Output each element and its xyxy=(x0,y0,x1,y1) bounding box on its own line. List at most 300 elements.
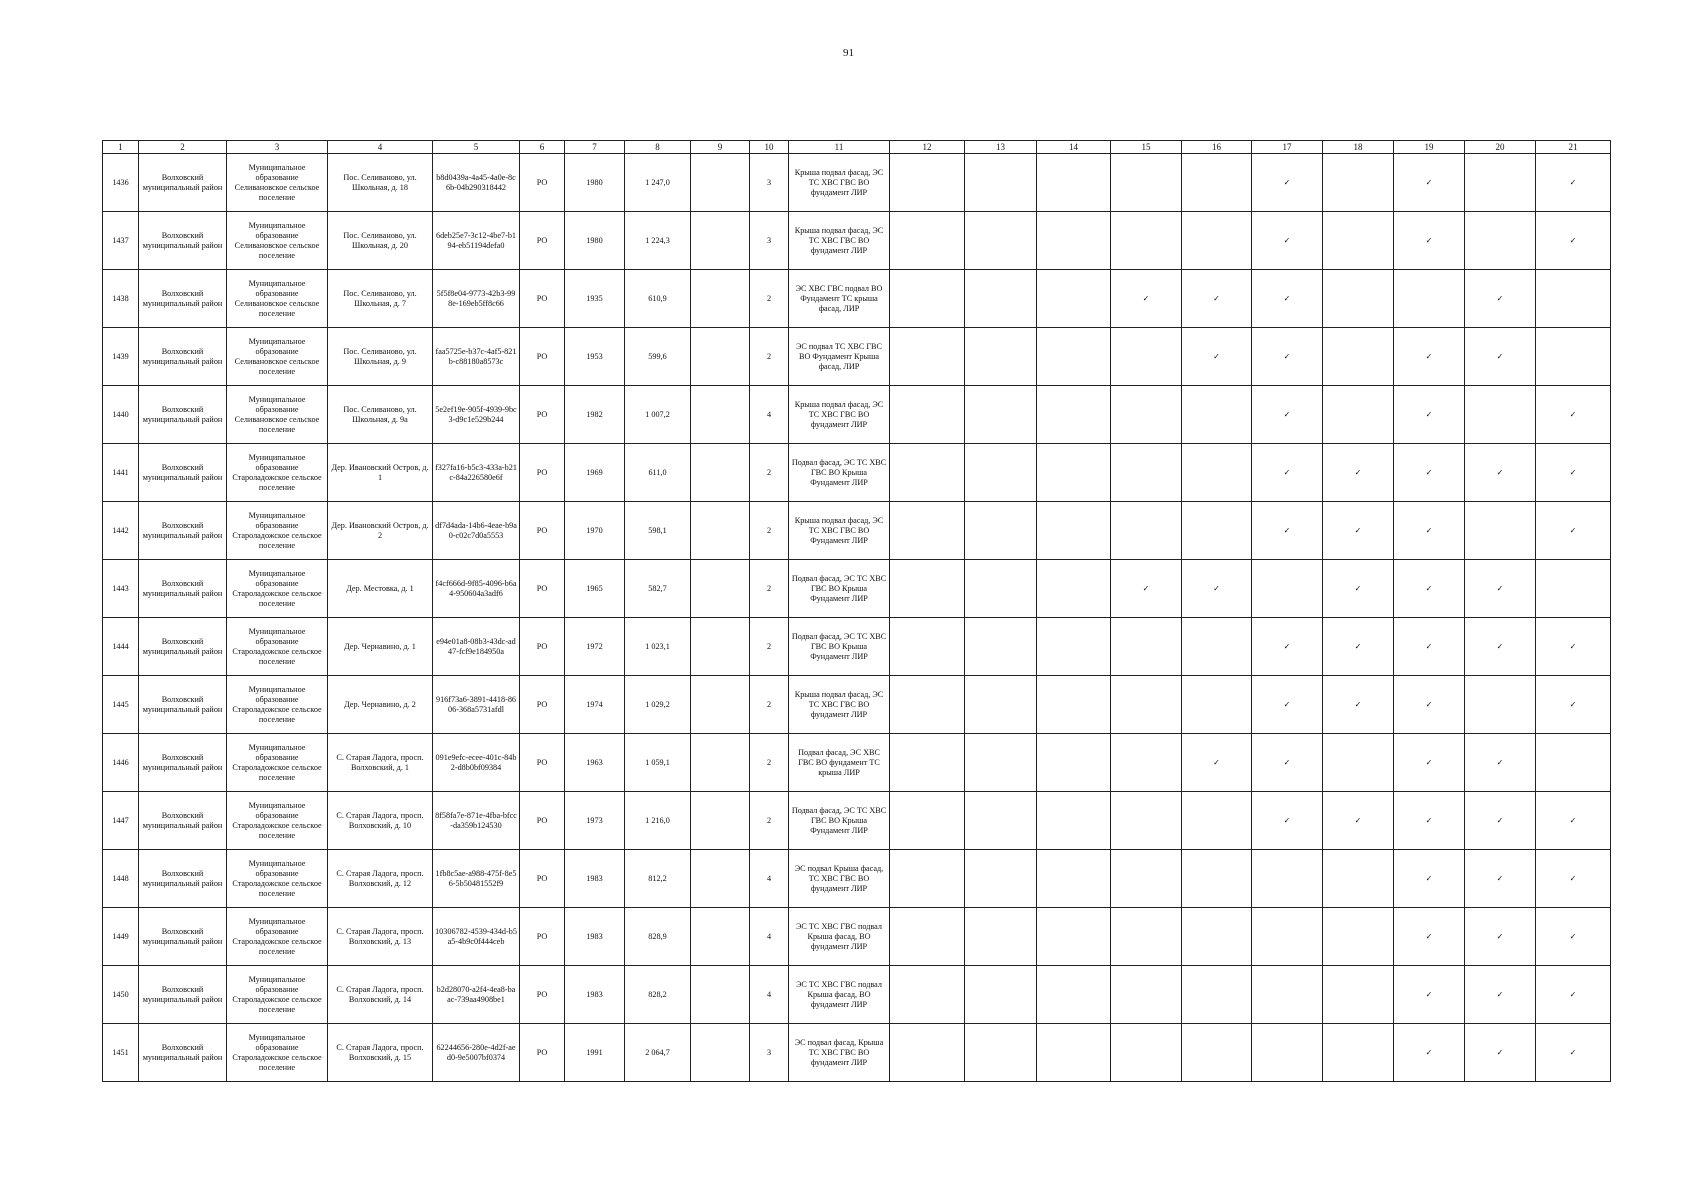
works-cell: Крыша подвал фасад, ЭС ТС ХВС ГВС ВО фундамент ЛИР xyxy=(789,676,890,734)
year-cell: 1973 xyxy=(565,792,625,850)
guid-cell: b8d0439a-4a45-4a0e-8c6b-04b290318442 xyxy=(433,154,520,212)
works-cell: ЭС подвал Крыша фасад, ТС ХВС ГВС ВО фундамент ЛИР xyxy=(789,850,890,908)
settlement-cell: Муниципальное образование Староладожское сельское поселение xyxy=(227,792,328,850)
col10-cell: 2 xyxy=(750,618,789,676)
year-cell: 1983 xyxy=(565,850,625,908)
empty-mark-cell xyxy=(965,444,1037,502)
checkmark-icon: ✓ xyxy=(1394,618,1465,676)
district-cell: Волховский муниципальный район xyxy=(139,676,227,734)
table-row xyxy=(103,270,1611,328)
checkmark-icon: ✓ xyxy=(1536,502,1611,560)
empty-mark-cell xyxy=(1111,386,1182,444)
checkmark-icon: ✓ xyxy=(1252,444,1323,502)
district-cell: Волховский муниципальный район xyxy=(139,444,227,502)
empty-mark-cell xyxy=(965,850,1037,908)
table-row xyxy=(103,212,1611,270)
col9-cell xyxy=(691,386,750,444)
type-cell: РО xyxy=(520,560,565,618)
empty-mark-cell xyxy=(965,734,1037,792)
area-cell: 611,0 xyxy=(625,444,691,502)
register-table xyxy=(102,140,1611,1082)
empty-mark-cell xyxy=(1182,792,1252,850)
row-number-cell: 1450 xyxy=(103,966,139,1024)
checkmark-icon: ✓ xyxy=(1394,444,1465,502)
empty-mark-cell xyxy=(1182,850,1252,908)
type-cell: РО xyxy=(520,966,565,1024)
empty-mark-cell xyxy=(965,386,1037,444)
column-header-1: 1 xyxy=(103,141,139,154)
district-cell: Волховский муниципальный район xyxy=(139,1024,227,1082)
empty-mark-cell xyxy=(1111,850,1182,908)
year-cell: 1969 xyxy=(565,444,625,502)
guid-cell: 6deb25e7-3c12-4be7-b194-eb51194defa0 xyxy=(433,212,520,270)
settlement-cell: Муниципальное образование Староладожское сельское поселение xyxy=(227,1024,328,1082)
col9-cell xyxy=(691,444,750,502)
table-row xyxy=(103,444,1611,502)
district-cell: Волховский муниципальный район xyxy=(139,386,227,444)
checkmark-icon: ✓ xyxy=(1465,270,1536,328)
checkmark-icon: ✓ xyxy=(1536,386,1611,444)
checkmark-icon: ✓ xyxy=(1111,560,1182,618)
row-number-cell: 1437 xyxy=(103,212,139,270)
guid-cell: f4cf666d-9f85-4096-b6a4-950604a3adf6 xyxy=(433,560,520,618)
type-cell: РО xyxy=(520,212,565,270)
column-header-5: 5 xyxy=(433,141,520,154)
empty-mark-cell xyxy=(965,966,1037,1024)
area-cell: 1 216,0 xyxy=(625,792,691,850)
empty-mark-cell xyxy=(890,676,965,734)
checkmark-icon: ✓ xyxy=(1536,850,1611,908)
district-cell: Волховский муниципальный район xyxy=(139,850,227,908)
table-row xyxy=(103,908,1611,966)
district-cell: Волховский муниципальный район xyxy=(139,618,227,676)
column-header-4: 4 xyxy=(328,141,433,154)
empty-mark-cell xyxy=(1323,212,1394,270)
empty-mark-cell xyxy=(1465,502,1536,560)
checkmark-icon: ✓ xyxy=(1394,212,1465,270)
col10-cell: 2 xyxy=(750,444,789,502)
col9-cell xyxy=(691,270,750,328)
empty-mark-cell xyxy=(965,560,1037,618)
address-cell: Дер. Чернавино, д. 1 xyxy=(328,618,433,676)
empty-mark-cell xyxy=(1182,618,1252,676)
empty-mark-cell xyxy=(1182,966,1252,1024)
empty-mark-cell xyxy=(965,328,1037,386)
empty-mark-cell xyxy=(1536,734,1611,792)
checkmark-icon: ✓ xyxy=(1394,154,1465,212)
checkmark-icon: ✓ xyxy=(1394,1024,1465,1082)
empty-mark-cell xyxy=(1323,270,1394,328)
empty-mark-cell xyxy=(965,908,1037,966)
column-header-19: 19 xyxy=(1394,141,1465,154)
year-cell: 1983 xyxy=(565,966,625,1024)
works-cell: ЭС подвал ТС ХВС ГВС ВО Фундамент Крыша фасад, ЛИР xyxy=(789,328,890,386)
checkmark-icon: ✓ xyxy=(1536,908,1611,966)
year-cell: 1983 xyxy=(565,908,625,966)
table-row xyxy=(103,734,1611,792)
col9-cell xyxy=(691,1024,750,1082)
type-cell: РО xyxy=(520,270,565,328)
empty-mark-cell xyxy=(1182,444,1252,502)
table-row xyxy=(103,966,1611,1024)
checkmark-icon: ✓ xyxy=(1252,792,1323,850)
column-header-18: 18 xyxy=(1323,141,1394,154)
row-number-cell: 1439 xyxy=(103,328,139,386)
empty-mark-cell xyxy=(1037,444,1111,502)
address-cell: Пос. Селиваново, ул. Школьная, д. 7 xyxy=(328,270,433,328)
empty-mark-cell xyxy=(1394,270,1465,328)
address-cell: Дер. Местовка, д. 1 xyxy=(328,560,433,618)
district-cell: Волховский муниципальный район xyxy=(139,212,227,270)
address-cell: С. Старая Ладога, просп. Волховский, д. 14 xyxy=(328,966,433,1024)
empty-mark-cell xyxy=(1111,908,1182,966)
empty-mark-cell xyxy=(1323,328,1394,386)
type-cell: РО xyxy=(520,502,565,560)
empty-mark-cell xyxy=(965,212,1037,270)
area-cell: 1 224,3 xyxy=(625,212,691,270)
settlement-cell: Муниципальное образование Староладожское сельское поселение xyxy=(227,966,328,1024)
address-cell: С. Старая Ладога, просп. Волховский, д. 1 xyxy=(328,734,433,792)
col10-cell: 2 xyxy=(750,502,789,560)
checkmark-icon: ✓ xyxy=(1465,560,1536,618)
guid-cell: 5f5f8e04-9773-42b3-998e-169eb5ff8c66 xyxy=(433,270,520,328)
empty-mark-cell xyxy=(965,502,1037,560)
checkmark-icon: ✓ xyxy=(1182,734,1252,792)
row-number-cell: 1438 xyxy=(103,270,139,328)
checkmark-icon: ✓ xyxy=(1394,560,1465,618)
address-cell: С. Старая Ладога, просп. Волховский, д. 12 xyxy=(328,850,433,908)
guid-cell: 8f58fa7e-871e-4fba-bfcc-da359b124530 xyxy=(433,792,520,850)
year-cell: 1965 xyxy=(565,560,625,618)
column-header-14: 14 xyxy=(1037,141,1111,154)
empty-mark-cell xyxy=(1182,908,1252,966)
district-cell: Волховский муниципальный район xyxy=(139,734,227,792)
col10-cell: 4 xyxy=(750,850,789,908)
empty-mark-cell xyxy=(890,444,965,502)
guid-cell: 10306782-4539-434d-b5a5-4b9c0f444ceb xyxy=(433,908,520,966)
empty-mark-cell xyxy=(1182,676,1252,734)
table-row xyxy=(103,502,1611,560)
checkmark-icon: ✓ xyxy=(1323,502,1394,560)
column-header-3: 3 xyxy=(227,141,328,154)
type-cell: РО xyxy=(520,386,565,444)
column-header-17: 17 xyxy=(1252,141,1323,154)
row-number-cell: 1440 xyxy=(103,386,139,444)
row-number-cell: 1447 xyxy=(103,792,139,850)
empty-mark-cell xyxy=(1111,734,1182,792)
empty-mark-cell xyxy=(1037,154,1111,212)
column-header-6: 6 xyxy=(520,141,565,154)
empty-mark-cell xyxy=(890,850,965,908)
col10-cell: 2 xyxy=(750,676,789,734)
empty-mark-cell xyxy=(1111,966,1182,1024)
type-cell: РО xyxy=(520,850,565,908)
address-cell: С. Старая Ладога, просп. Волховский, д. 13 xyxy=(328,908,433,966)
empty-mark-cell xyxy=(1111,444,1182,502)
empty-mark-cell xyxy=(965,154,1037,212)
empty-mark-cell xyxy=(1111,1024,1182,1082)
col10-cell: 4 xyxy=(750,966,789,1024)
column-header-16: 16 xyxy=(1182,141,1252,154)
year-cell: 1980 xyxy=(565,154,625,212)
works-cell: Подвал фасад, ЭС ТС ХВС ГВС ВО Крыша Фундамент ЛИР xyxy=(789,560,890,618)
empty-mark-cell xyxy=(1037,386,1111,444)
checkmark-icon: ✓ xyxy=(1394,966,1465,1024)
checkmark-icon: ✓ xyxy=(1394,676,1465,734)
col9-cell xyxy=(691,792,750,850)
column-header-2: 2 xyxy=(139,141,227,154)
empty-mark-cell xyxy=(1323,1024,1394,1082)
empty-mark-cell xyxy=(1182,502,1252,560)
checkmark-icon: ✓ xyxy=(1182,270,1252,328)
checkmark-icon: ✓ xyxy=(1323,560,1394,618)
col9-cell xyxy=(691,676,750,734)
address-cell: Дер. Ивановский Остров, д. 1 xyxy=(328,444,433,502)
district-cell: Волховский муниципальный район xyxy=(139,154,227,212)
empty-mark-cell xyxy=(1465,676,1536,734)
year-cell: 1991 xyxy=(565,1024,625,1082)
empty-mark-cell xyxy=(1465,212,1536,270)
checkmark-icon: ✓ xyxy=(1394,502,1465,560)
address-cell: Пос. Селиваново, ул. Школьная, д. 18 xyxy=(328,154,433,212)
col9-cell xyxy=(691,560,750,618)
address-cell: Дер. Ивановский Остров, д. 2 xyxy=(328,502,433,560)
settlement-cell: Муниципальное образование Селивановское сельское поселение xyxy=(227,154,328,212)
row-number-cell: 1441 xyxy=(103,444,139,502)
checkmark-icon: ✓ xyxy=(1465,908,1536,966)
table-row xyxy=(103,154,1611,212)
empty-mark-cell xyxy=(1037,270,1111,328)
empty-mark-cell xyxy=(1037,792,1111,850)
settlement-cell: Муниципальное образование Староладожское сельское поселение xyxy=(227,908,328,966)
area-cell: 828,9 xyxy=(625,908,691,966)
checkmark-icon: ✓ xyxy=(1394,328,1465,386)
col9-cell xyxy=(691,966,750,1024)
area-cell: 1 059,1 xyxy=(625,734,691,792)
checkmark-icon: ✓ xyxy=(1252,212,1323,270)
empty-mark-cell xyxy=(1111,792,1182,850)
year-cell: 1970 xyxy=(565,502,625,560)
empty-mark-cell xyxy=(1037,212,1111,270)
area-cell: 582,7 xyxy=(625,560,691,618)
checkmark-icon: ✓ xyxy=(1323,444,1394,502)
empty-mark-cell xyxy=(890,502,965,560)
empty-mark-cell xyxy=(1252,1024,1323,1082)
type-cell: РО xyxy=(520,1024,565,1082)
row-number-cell: 1442 xyxy=(103,502,139,560)
district-cell: Волховский муниципальный район xyxy=(139,966,227,1024)
checkmark-icon: ✓ xyxy=(1394,734,1465,792)
year-cell: 1972 xyxy=(565,618,625,676)
empty-mark-cell xyxy=(1323,966,1394,1024)
empty-mark-cell xyxy=(890,212,965,270)
col10-cell: 2 xyxy=(750,328,789,386)
table-row xyxy=(103,1024,1611,1082)
empty-mark-cell xyxy=(1037,502,1111,560)
checkmark-icon: ✓ xyxy=(1394,908,1465,966)
settlement-cell: Муниципальное образование Староладожское сельское поселение xyxy=(227,734,328,792)
guid-cell: f327fa16-b5c3-433a-b21c-84a226580e6f xyxy=(433,444,520,502)
column-header-11: 11 xyxy=(789,141,890,154)
settlement-cell: Муниципальное образование Староладожское сельское поселение xyxy=(227,850,328,908)
checkmark-icon: ✓ xyxy=(1323,618,1394,676)
row-number-cell: 1444 xyxy=(103,618,139,676)
col10-cell: 2 xyxy=(750,792,789,850)
col9-cell xyxy=(691,154,750,212)
empty-mark-cell xyxy=(890,386,965,444)
checkmark-icon: ✓ xyxy=(1252,154,1323,212)
area-cell: 599,6 xyxy=(625,328,691,386)
row-number-cell: 1449 xyxy=(103,908,139,966)
col10-cell: 3 xyxy=(750,1024,789,1082)
checkmark-icon: ✓ xyxy=(1323,676,1394,734)
checkmark-icon: ✓ xyxy=(1252,386,1323,444)
type-cell: РО xyxy=(520,154,565,212)
empty-mark-cell xyxy=(890,792,965,850)
type-cell: РО xyxy=(520,618,565,676)
checkmark-icon: ✓ xyxy=(1465,966,1536,1024)
col10-cell: 4 xyxy=(750,908,789,966)
guid-cell: b2d28070-a2f4-4ea8-baac-739aa4908be1 xyxy=(433,966,520,1024)
checkmark-icon: ✓ xyxy=(1394,792,1465,850)
guid-cell: 1fb8c5ae-a988-475f-8e56-5b50481552f9 xyxy=(433,850,520,908)
row-number-cell: 1451 xyxy=(103,1024,139,1082)
checkmark-icon: ✓ xyxy=(1182,560,1252,618)
guid-cell: faa5725e-b37c-4af5-821b-c88180a8573c xyxy=(433,328,520,386)
checkmark-icon: ✓ xyxy=(1536,154,1611,212)
table-row xyxy=(103,850,1611,908)
works-cell: Крыша подвал фасад, ЭС ТС ХВС ГВС ВО Фундамент ЛИР xyxy=(789,502,890,560)
area-cell: 2 064,7 xyxy=(625,1024,691,1082)
year-cell: 1963 xyxy=(565,734,625,792)
empty-mark-cell xyxy=(1111,328,1182,386)
column-header-21: 21 xyxy=(1536,141,1611,154)
col10-cell: 4 xyxy=(750,386,789,444)
checkmark-icon: ✓ xyxy=(1465,618,1536,676)
district-cell: Волховский муниципальный район xyxy=(139,908,227,966)
row-number-cell: 1443 xyxy=(103,560,139,618)
empty-mark-cell xyxy=(890,154,965,212)
header-row xyxy=(103,141,1611,154)
area-cell: 1 247,0 xyxy=(625,154,691,212)
empty-mark-cell xyxy=(965,676,1037,734)
col10-cell: 2 xyxy=(750,270,789,328)
empty-mark-cell xyxy=(1037,676,1111,734)
checkmark-icon: ✓ xyxy=(1465,792,1536,850)
address-cell: Пос. Селиваново, ул. Школьная, д. 9а xyxy=(328,386,433,444)
year-cell: 1982 xyxy=(565,386,625,444)
column-header-15: 15 xyxy=(1111,141,1182,154)
settlement-cell: Муниципальное образование Староладожское сельское поселение xyxy=(227,618,328,676)
empty-mark-cell xyxy=(890,560,965,618)
empty-mark-cell xyxy=(1037,908,1111,966)
checkmark-icon: ✓ xyxy=(1465,328,1536,386)
col10-cell: 3 xyxy=(750,212,789,270)
empty-mark-cell xyxy=(890,1024,965,1082)
checkmark-icon: ✓ xyxy=(1536,792,1611,850)
checkmark-icon: ✓ xyxy=(1465,850,1536,908)
settlement-cell: Муниципальное образование Селивановское сельское поселение xyxy=(227,270,328,328)
settlement-cell: Муниципальное образование Староладожское сельское поселение xyxy=(227,502,328,560)
area-cell: 1 023,1 xyxy=(625,618,691,676)
empty-mark-cell xyxy=(1182,212,1252,270)
empty-mark-cell xyxy=(1111,154,1182,212)
checkmark-icon: ✓ xyxy=(1536,618,1611,676)
checkmark-icon: ✓ xyxy=(1536,1024,1611,1082)
area-cell: 828,2 xyxy=(625,966,691,1024)
empty-mark-cell xyxy=(1182,154,1252,212)
column-header-7: 7 xyxy=(565,141,625,154)
works-cell: Крыша подвал фасад, ЭС ТС ХВС ГВС ВО фундамент ЛИР xyxy=(789,212,890,270)
empty-mark-cell xyxy=(890,966,965,1024)
column-header-20: 20 xyxy=(1465,141,1536,154)
checkmark-icon: ✓ xyxy=(1536,676,1611,734)
empty-mark-cell xyxy=(965,618,1037,676)
empty-mark-cell xyxy=(890,328,965,386)
empty-mark-cell xyxy=(1323,386,1394,444)
column-header-8: 8 xyxy=(625,141,691,154)
empty-mark-cell xyxy=(1323,154,1394,212)
empty-mark-cell xyxy=(1465,154,1536,212)
guid-cell: 916f73a6-3891-4418-8606-368a5731afdl xyxy=(433,676,520,734)
guid-cell: e94e01a8-08b3-43dc-ad47-fcf9e184950a xyxy=(433,618,520,676)
guid-cell: 5e2ef19e-905f-4939-9bc3-d9c1e529b244 xyxy=(433,386,520,444)
row-number-cell: 1448 xyxy=(103,850,139,908)
col9-cell xyxy=(691,850,750,908)
empty-mark-cell xyxy=(1037,618,1111,676)
address-cell: С. Старая Ладога, просп. Волховский, д. 10 xyxy=(328,792,433,850)
empty-mark-cell xyxy=(965,1024,1037,1082)
checkmark-icon: ✓ xyxy=(1536,444,1611,502)
empty-mark-cell xyxy=(1323,850,1394,908)
checkmark-icon: ✓ xyxy=(1111,270,1182,328)
guid-cell: 62244656-280e-4d2f-aed0-9e5007bf0374 xyxy=(433,1024,520,1082)
type-cell: РО xyxy=(520,328,565,386)
empty-mark-cell xyxy=(1323,908,1394,966)
empty-mark-cell xyxy=(890,734,965,792)
settlement-cell: Муниципальное образование Селивановское сельское поселение xyxy=(227,328,328,386)
empty-mark-cell xyxy=(1037,560,1111,618)
district-cell: Волховский муниципальный район xyxy=(139,560,227,618)
empty-mark-cell xyxy=(1037,328,1111,386)
checkmark-icon: ✓ xyxy=(1536,212,1611,270)
empty-mark-cell xyxy=(890,270,965,328)
col9-cell xyxy=(691,734,750,792)
col10-cell: 3 xyxy=(750,154,789,212)
empty-mark-cell xyxy=(1536,270,1611,328)
checkmark-icon: ✓ xyxy=(1394,850,1465,908)
table-row xyxy=(103,676,1611,734)
checkmark-icon: ✓ xyxy=(1465,734,1536,792)
col9-cell xyxy=(691,502,750,560)
empty-mark-cell xyxy=(1111,212,1182,270)
works-cell: ЭС ХВС ГВС подвал ВО Фундамент ТС крыша фасад, ЛИР xyxy=(789,270,890,328)
checkmark-icon: ✓ xyxy=(1252,328,1323,386)
table-row xyxy=(103,386,1611,444)
column-header-9: 9 xyxy=(691,141,750,154)
settlement-cell: Муниципальное образование Староладожское сельское поселение xyxy=(227,444,328,502)
empty-mark-cell xyxy=(1536,328,1611,386)
settlement-cell: Муниципальное образование Селивановское сельское поселение xyxy=(227,212,328,270)
empty-mark-cell xyxy=(1252,850,1323,908)
checkmark-icon: ✓ xyxy=(1252,676,1323,734)
checkmark-icon: ✓ xyxy=(1252,734,1323,792)
works-cell: ЭС ТС ХВС ГВС подвал Крыша фасад, ВО фундамент ЛИР xyxy=(789,908,890,966)
checkmark-icon: ✓ xyxy=(1465,444,1536,502)
table-row xyxy=(103,618,1611,676)
empty-mark-cell xyxy=(1111,618,1182,676)
empty-mark-cell xyxy=(1536,560,1611,618)
